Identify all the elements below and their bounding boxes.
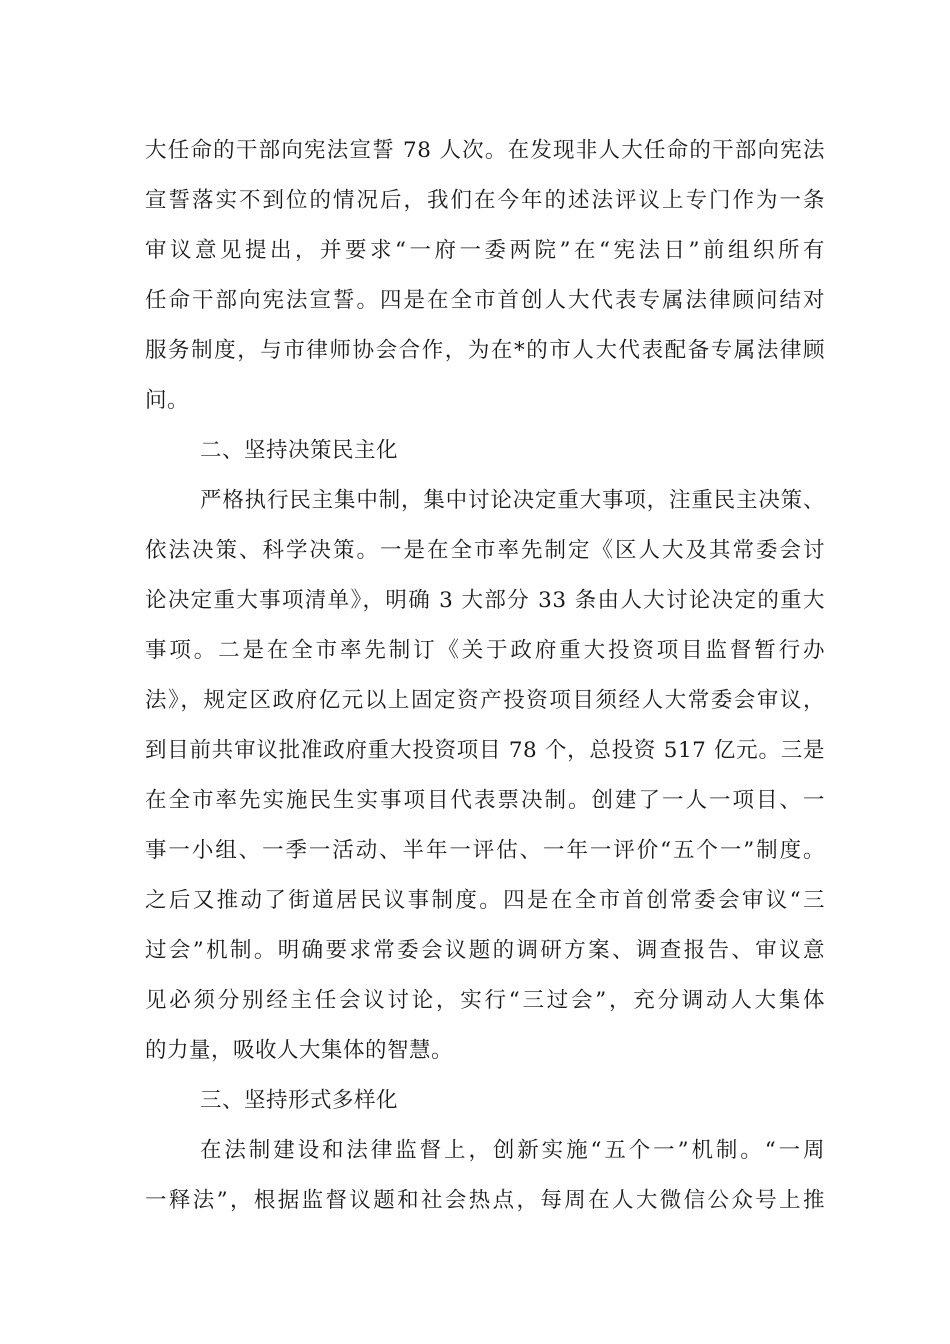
text-line: 在法制建设和法律监督上，创新实施“五个一”机制。“一周 (200, 1138, 825, 1163)
text-line: 严格执行民主集中制，集中讨论决定重大事项，注重民主决策、 (200, 488, 825, 513)
section-heading: 三、坚持形式多样化 (200, 1088, 399, 1113)
section-heading: 二、坚持决策民主化 (200, 438, 399, 463)
text-line: 事项。二是在全市率先制订《关于政府重大投资项目监督暂行办 (145, 638, 825, 663)
text-line: 任命干部向宪法宣誓。四是在全市首创人大代表专属法律顾问结对 (145, 288, 825, 313)
text-line: 服务制度，与市律师协会合作，为在*的市人大代表配备专属法律顾 (145, 338, 825, 363)
text-line: 问。 (145, 388, 190, 413)
text-line: 法》，规定区政府亿元以上固定资产投资项目须经人大常委会审议， (145, 688, 825, 713)
text-line: 见必须分别经主任会议讨论，实行“三过会”，充分调动人大集体 (145, 988, 825, 1013)
text-line: 的力量，吸收人大集体的智慧。 (145, 1038, 454, 1063)
document-page (145, 126, 825, 1226)
text-line: 之后又推动了街道居民议事制度。四是在全市首创常委会审议“三 (145, 888, 825, 913)
text-line: 事一小组、一季一活动、半年一评估、一年一评价“五个一”制度。 (145, 838, 825, 863)
text-line: 过会”机制。明确要求常委会议题的调研方案、调查报告、审议意 (145, 938, 825, 963)
text-line: 宣誓落实不到位的情况后，我们在今年的述法评议上专门作为一条 (145, 188, 825, 213)
text-line: 大任命的干部向宪法宣誓 78 人次。在发现非人大任命的干部向宪法 (145, 138, 825, 163)
text-line: 一释法”，根据监督议题和社会热点，每周在人大微信公众号上推 (145, 1188, 825, 1213)
text-line: 依法决策、科学决策。一是在全市率先制定《区人大及其常委会讨 (145, 538, 825, 563)
text-line: 审议意见提出，并要求“一府一委两院”在“宪法日”前组织所有 (145, 238, 825, 263)
text-line: 到目前共审议批准政府重大投资项目 78 个，总投资 517 亿元。三是 (145, 738, 825, 763)
text-line: 在全市率先实施民生实事项目代表票决制。创建了一人一项目、一 (145, 788, 825, 813)
text-line: 论决定重大事项清单》，明确 3 大部分 33 条由人大讨论决定的重大 (145, 588, 825, 613)
